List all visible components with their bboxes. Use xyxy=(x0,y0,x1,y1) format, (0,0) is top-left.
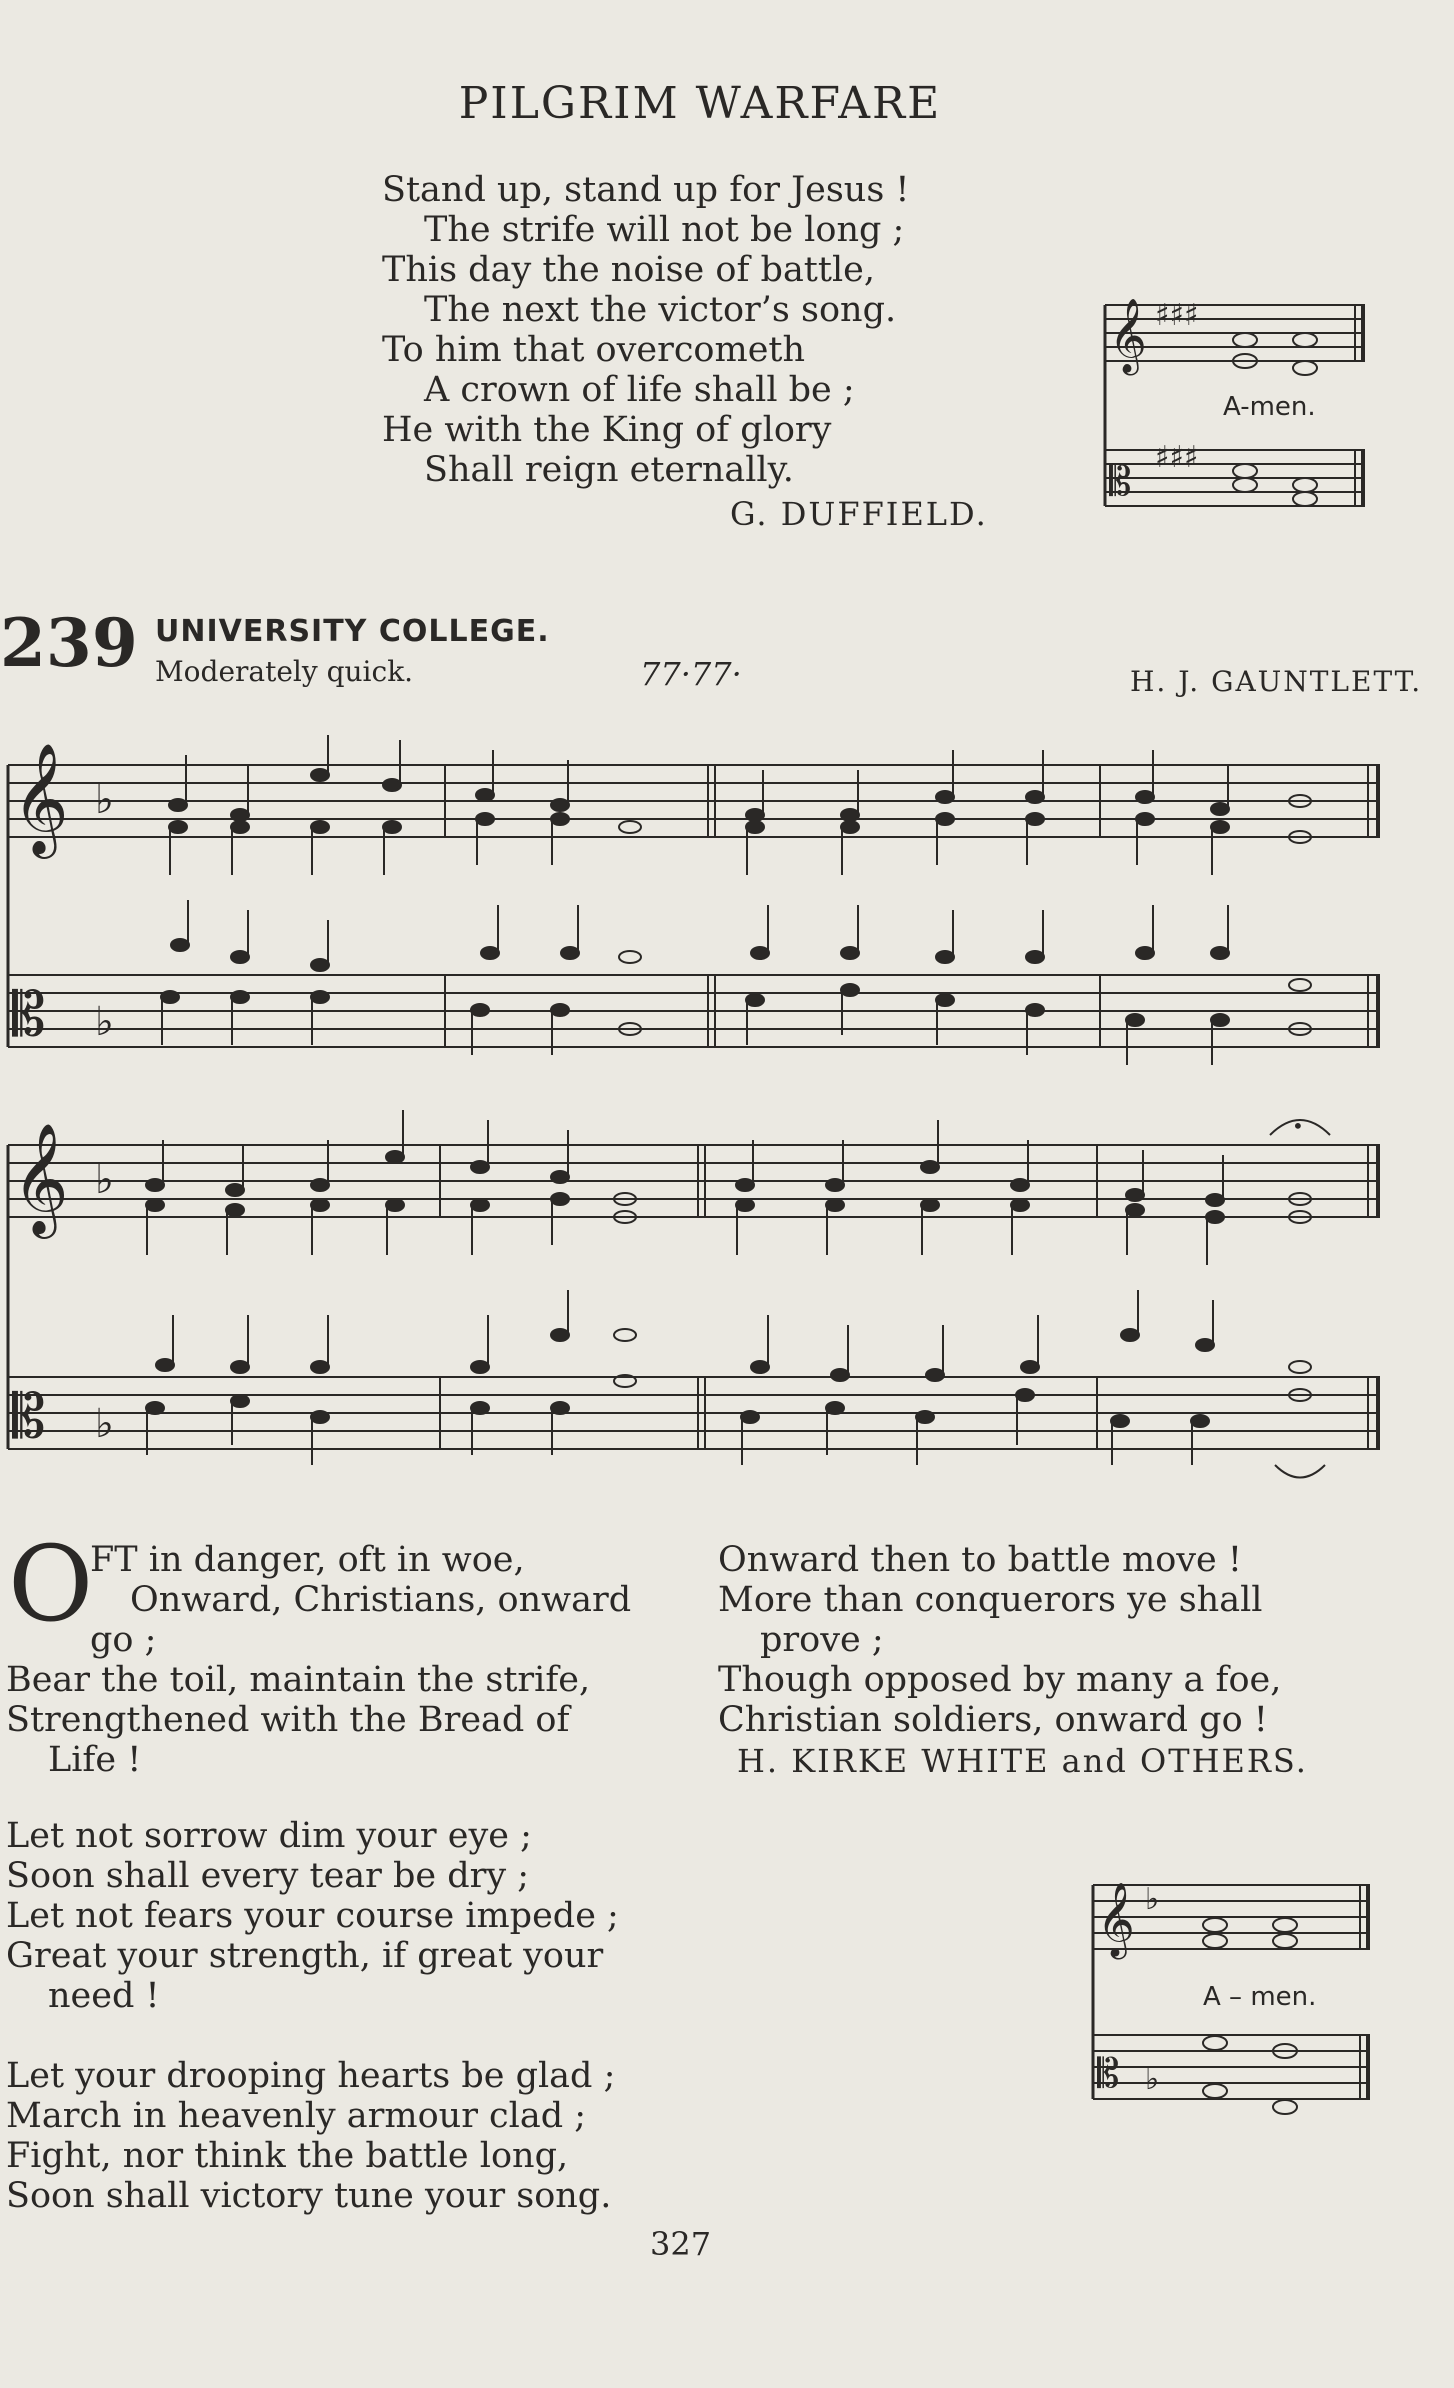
svg-text:♭: ♭ xyxy=(95,999,114,1045)
svg-text:𝄡: 𝄡 xyxy=(12,980,46,1050)
verse-line: need ! xyxy=(48,1976,160,2016)
music-system-1 xyxy=(0,735,1390,1075)
svg-text:𝄞: 𝄞 xyxy=(1097,1883,1135,1957)
verse-line: Bear the toil, maintain the strife, xyxy=(6,1660,591,1700)
verse-line: Let not fears your course impede ; xyxy=(6,1896,619,1936)
verse-line: Though opposed by many a foe, xyxy=(718,1660,1282,1700)
amen-label: A – men. xyxy=(1203,1982,1317,2012)
verse-line: More than conquerors ye shall xyxy=(718,1580,1263,1620)
stanza-3 xyxy=(6,2056,615,2216)
verse-line: go ; xyxy=(90,1620,157,1660)
drop-cap: O xyxy=(8,1523,94,1645)
amen-label: A-men. xyxy=(1223,392,1316,422)
verse-line: To him that overcometh xyxy=(382,330,806,370)
amen-score-2 xyxy=(1085,1865,1385,2125)
music-system-2 xyxy=(0,1105,1390,1505)
svg-text:♭: ♭ xyxy=(95,1157,114,1203)
svg-text:𝄡: 𝄡 xyxy=(12,1382,46,1452)
svg-text:♭: ♭ xyxy=(1145,2062,1160,2097)
verse-line: A crown of life shall be ; xyxy=(424,370,855,410)
verse-line: The strife will not be long ; xyxy=(424,210,905,250)
verse-line: Great your strength, if great your xyxy=(6,1936,604,1976)
verse-line: Life ! xyxy=(48,1740,142,1780)
verse-line: Let not sorrow dim your eye ; xyxy=(6,1816,532,1856)
svg-text:𝄡: 𝄡 xyxy=(1097,2051,1120,2097)
svg-text:♭: ♭ xyxy=(1145,1882,1160,1917)
verse-line: Fight, nor think the battle long, xyxy=(6,2136,569,2176)
verse-line: March in heavenly armour clad ; xyxy=(6,2096,587,2136)
verse-line: FT in danger, oft in woe, xyxy=(90,1540,525,1580)
svg-text:♭: ♭ xyxy=(95,1401,114,1447)
svg-text:𝄞: 𝄞 xyxy=(12,1122,69,1234)
svg-text:𝄡: 𝄡 xyxy=(1109,459,1132,505)
verse-line: Shall reign eternally. xyxy=(424,450,794,490)
hymn-238-author: G. DUFFIELD. xyxy=(730,495,988,533)
svg-text:𝄞: 𝄞 xyxy=(12,742,69,854)
verse-line: Onward then to battle move ! xyxy=(718,1540,1242,1580)
svg-text:♯♯♯: ♯♯♯ xyxy=(1155,440,1199,475)
svg-text:•: • xyxy=(1292,1114,1304,1138)
hymn-number: 239 xyxy=(0,604,138,682)
meter: 77·77· xyxy=(640,655,742,693)
verse-line: Strengthened with the Bread of xyxy=(6,1700,570,1740)
verse-line: Stand up, stand up for Jesus ! xyxy=(382,170,910,210)
verse-line: He with the King of glory xyxy=(382,410,832,450)
verse-line: Soon shall every tear be dry ; xyxy=(6,1856,530,1896)
stanza-1 xyxy=(90,1540,631,1660)
verse-line: The next the victor’s song. xyxy=(424,290,897,330)
stanza-1-cont xyxy=(6,1660,590,1780)
composer: H. J. GAUNTLETT. xyxy=(1130,665,1423,698)
verse-line: Onward, Christians, onward xyxy=(130,1580,632,1620)
stanza-4 xyxy=(718,1540,1281,1740)
verse-line: Let your drooping hearts be glad ; xyxy=(6,2056,616,2096)
amen-score-1 xyxy=(1095,275,1375,525)
svg-text:♯♯♯: ♯♯♯ xyxy=(1155,298,1199,333)
page-number: 327 xyxy=(650,2225,712,2263)
page-title: PILGRIM WARFARE xyxy=(458,78,942,129)
svg-text:♭: ♭ xyxy=(95,777,114,823)
hymn-238-verse xyxy=(382,170,1022,490)
verse-line: Christian soldiers, onward go ! xyxy=(718,1700,1268,1740)
verse-line: prove ; xyxy=(760,1620,884,1660)
verse-line: This day the noise of battle, xyxy=(382,250,875,290)
tune-name: UNIVERSITY COLLEGE. xyxy=(155,614,550,649)
verse-line: Soon shall victory tune your song. xyxy=(6,2176,612,2216)
svg-text:𝄞: 𝄞 xyxy=(1109,299,1147,373)
tempo-marking: Moderately quick. xyxy=(155,655,414,688)
stanza-2 xyxy=(6,1816,619,2016)
hymn-239-author: H. KIRKE WHITE and OTHERS. xyxy=(737,1742,1308,1780)
